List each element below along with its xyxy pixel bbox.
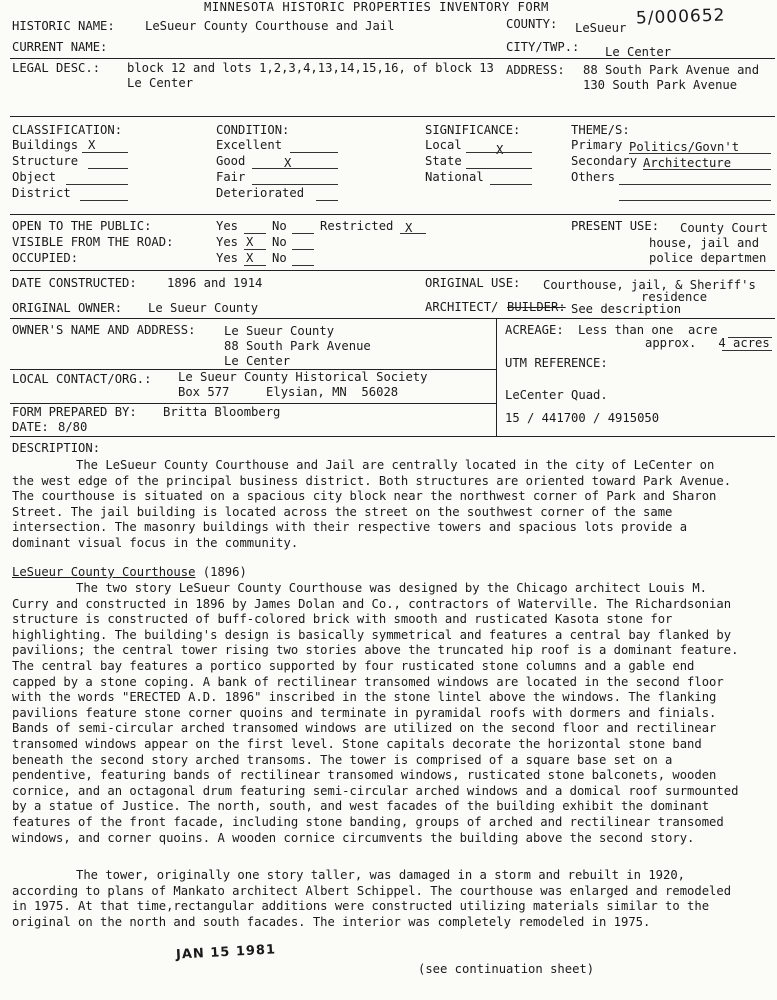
open-restricted-mark: X	[405, 221, 413, 235]
prepared-by-value: Britta Bloomberg	[163, 405, 281, 419]
original-owner-value: Le Sueur County	[148, 301, 259, 315]
open-no: No	[272, 219, 287, 233]
legal-desc-line2: Le Center	[127, 76, 194, 90]
historic-name-label: HISTORIC NAME:	[12, 19, 115, 33]
owner-line2: 88 South Park Avenue	[224, 339, 371, 353]
date-constructed-label: DATE CONSTRUCTED:	[12, 276, 137, 290]
theme-primary-value: Politics/Govn't	[629, 140, 740, 154]
original-use-line2: residence	[641, 290, 708, 304]
significance-local-mark: X	[496, 143, 504, 157]
header-divider	[10, 58, 775, 59]
classification-label: CLASSIFICATION:	[12, 123, 123, 137]
prepared-date-value: 8/80	[58, 420, 88, 434]
utm-quad: LeCenter Quad.	[505, 388, 608, 402]
city-label: CITY/TWP.:	[506, 40, 580, 54]
visible-yes: Yes	[216, 235, 239, 249]
present-use-label: PRESENT USE:	[571, 219, 660, 233]
occupied-yes-mark: X	[246, 251, 254, 265]
builder-struck: BUILDER:	[507, 300, 566, 314]
architect-value: See description	[571, 302, 682, 316]
theme-label: THEME/S:	[571, 123, 630, 137]
theme-secondary-value: Architecture	[643, 156, 732, 170]
significance-national: National	[425, 170, 484, 184]
received-date-stamp: JAN 15 1981	[175, 942, 277, 963]
acreage-line1: Less than one acre	[578, 323, 718, 337]
county-value: LeSueur	[575, 21, 627, 35]
significance-state: State	[425, 154, 462, 168]
description-paragraph-3: The tower, originally one story taller, was damaged in a storm and rebuilt in 1920, according to plans of Mankato architect Albert Schippel. The courthouse was enlarged and remodeled in 1975. At that time,rectangular additions were constructed utilizing materials similar to the original on the north and south facades. The interior was completely remodeled in 1975.	[12, 868, 732, 929]
continuation-note: (see continuation sheet)	[418, 962, 595, 976]
present-use-line2: house, jail and	[649, 236, 760, 250]
occupied-label: OCCUPIED:	[12, 251, 79, 265]
condition-excellent: Excellent	[216, 138, 283, 152]
acreage-line2: approx. 4 acres	[645, 336, 770, 350]
section-divider-5	[10, 436, 775, 437]
classification-structure: Structure	[12, 154, 79, 168]
significance-label: SIGNIFICANCE:	[425, 123, 521, 137]
description-paragraph-2: The two story LeSueur County Courthouse was designed by the Chicago architect Louis M. Curry and constructed in 1896 by James Dolan and Co., contractors of Waterville. The Richardsonian structure is constructed of buff-colored brick with smooth and rusticated Kasota stone for highlighting. The building's design is basically symmetrical and features a central bay flanked by pavilions; the central tower rising two stories above the truncated hip roof is a dominant feature. The central bay features a portico supported by four rusticated stone columns and a gable end capped by a stone coping. A bank of rectilinear transomed windows are located in the second floor with the words "ERECTED A.D. 1896" inscribed in the stone lintel above the windows. The flanking pavilions feature stone corner quoins and terminate in pyramidal roofs with dormers and finials. Bands of semi-circular arched transomed windows are utilized on the second floor and rectilinear transomed windows appear on the first level. Stone capitals decorate the horizontal stone band beneath the second story arched transoms. The tower is comprised of a square base set on a pendentive, featuring bands of rectilinear transomed windows, rusticated stone balconets, wooden cornice, and an octagonal drum featuring semi-circular arched windows and a domical roof surmounted by a statue of Justice. The north, south, and west facades of the building exhibit the dominant features of the front facade, including stone banding, groups of arched and rectilinear transomed windows, and corner quoins. A wooden cornice circumvents the building above the second story.	[12, 581, 739, 845]
occupied-no: No	[272, 251, 287, 265]
form-title: MINNESOTA HISTORIC PROPERTIES INVENTORY FORM	[204, 0, 549, 14]
courthouse-heading-row	[12, 565, 247, 580]
theme-secondary-label: Secondary	[571, 154, 638, 168]
file-number: 5/000652	[635, 5, 726, 29]
prepared-date-label: DATE:	[12, 420, 49, 434]
open-to-public-label: OPEN TO THE PUBLIC:	[12, 219, 152, 233]
contact-label: LOCAL CONTACT/ORG.:	[12, 372, 152, 386]
courthouse-heading-year: (1896)	[202, 565, 247, 579]
courthouse-heading: LeSueur County Courthouse	[12, 565, 196, 579]
section-divider-3	[10, 270, 775, 271]
date-constructed-value: 1896 and 1914	[167, 276, 263, 290]
condition-label: CONDITION:	[216, 123, 290, 137]
address-label: ADDRESS:	[506, 63, 565, 77]
section-divider-2	[10, 214, 775, 215]
original-use-line1: Courthouse, jail, & Sheriff's	[543, 278, 756, 292]
theme-others-label: Others	[571, 170, 616, 184]
theme-primary-label: Primary	[571, 138, 623, 152]
original-use-label: ORIGINAL USE:	[425, 276, 521, 290]
classification-district: District	[12, 186, 71, 200]
owner-line1: Le Sueur County	[224, 324, 335, 338]
visible-from-road-label: VISIBLE FROM THE ROAD:	[12, 235, 174, 249]
condition-good: Good	[216, 154, 246, 168]
address-line1: 88 South Park Avenue and	[583, 63, 760, 77]
current-name-label: CURRENT NAME:	[12, 40, 108, 54]
condition-fair: Fair	[216, 170, 246, 184]
classification-buildings: Buildings	[12, 138, 79, 152]
county-label: COUNTY:	[506, 17, 558, 31]
owner-line3: Le Center	[224, 354, 291, 368]
contact-prepared-divider	[10, 403, 496, 404]
present-use-line1: County Court	[680, 221, 769, 235]
contact-line1: Le Sueur County Historical Society	[178, 370, 428, 384]
condition-good-mark: X	[284, 156, 292, 170]
description-paragraph-1: The LeSueur County Courthouse and Jail are centrally located in the city of LeCenter on the west edge of the principal business district. Both structures are oriented toward Park Avenue. The courthouse is situated on a spacious city block near the northwest corner of Park and Sharon Street. The jail building is located across the street on the southwest corner of the same intersection. The masonry buildings with their respective towers and spacious lots provide a dominant visual focus in the community.	[12, 458, 732, 550]
acreage-label: ACREAGE:	[505, 323, 564, 337]
contact-line2: Box 577 Elysian, MN 56028	[178, 385, 399, 399]
open-yes: Yes	[216, 219, 239, 233]
condition-deteriorated: Deteriorated	[216, 186, 305, 200]
historic-name-value: LeSueur County Courthouse and Jail	[145, 19, 395, 33]
utm-coords: 15 / 441700 / 4915050	[505, 411, 660, 425]
address-line2: 130 South Park Avenue	[583, 78, 738, 92]
prepared-by-label: FORM PREPARED BY:	[12, 405, 137, 419]
open-restricted: Restricted	[320, 219, 394, 233]
significance-local: Local	[425, 138, 462, 152]
occupied-yes: Yes	[216, 251, 239, 265]
classification-buildings-mark: X	[88, 138, 96, 152]
legal-desc-line1: block 12 and lots 1,2,3,4,13,14,15,16, of block 13	[127, 61, 494, 75]
utm-label: UTM REFERENCE:	[505, 356, 608, 370]
owner-label: OWNER'S NAME AND ADDRESS:	[12, 323, 196, 337]
classification-object: Object	[12, 170, 57, 184]
city-value: Le Center	[605, 45, 672, 59]
section-divider-1	[10, 116, 775, 117]
visible-yes-mark: X	[246, 235, 254, 249]
legal-desc-label: LEGAL DESC.:	[12, 61, 101, 75]
owner-box-divider	[496, 318, 497, 436]
visible-no: No	[272, 235, 287, 249]
original-owner-label: ORIGINAL OWNER:	[12, 301, 123, 315]
architect-label: ARCHITECT/	[425, 300, 499, 314]
description-label: DESCRIPTION:	[12, 441, 101, 455]
present-use-line3: police departmen	[649, 251, 767, 265]
section-divider-4	[10, 318, 775, 319]
